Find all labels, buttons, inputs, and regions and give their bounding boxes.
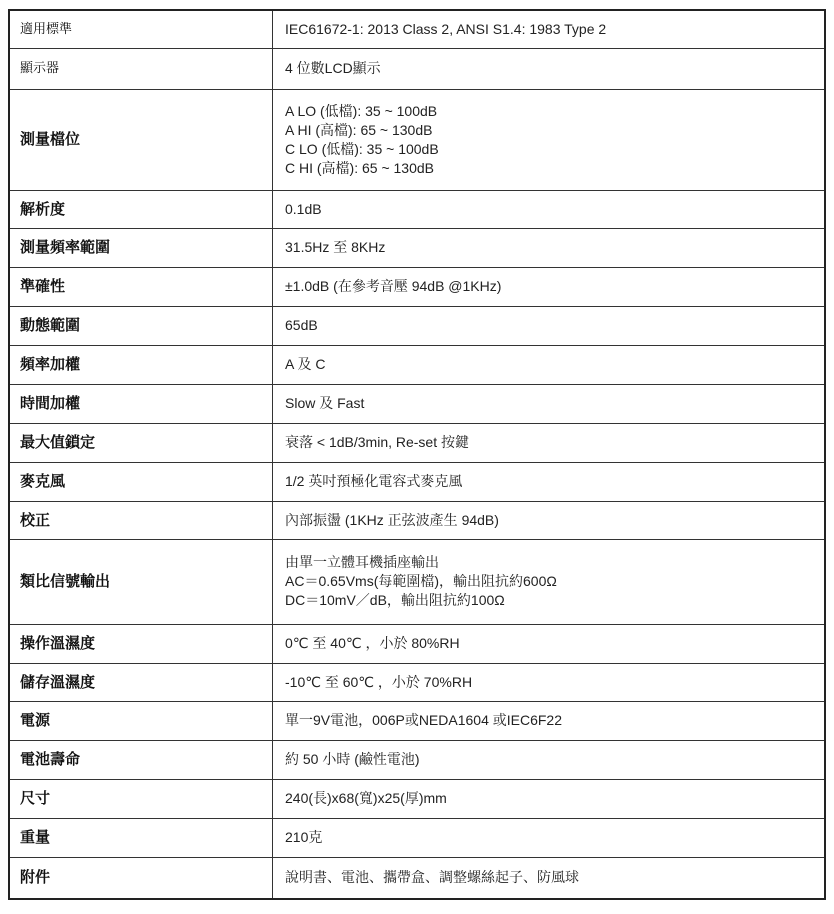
spec-label: 動態範圍 — [9, 306, 273, 345]
spec-value-line: A 及 C — [285, 356, 326, 372]
spec-value-line: 4 位數LCD顯示 — [285, 60, 381, 76]
spec-row — [9, 462, 825, 501]
spec-value-line: AC＝0.65Vms(每範圍檔)，輸出阻抗約600Ω — [285, 573, 557, 589]
spec-label: 校正 — [9, 501, 273, 539]
spec-label: 頻率加權 — [9, 345, 273, 384]
spec-row — [9, 89, 825, 190]
spec-value — [273, 818, 826, 857]
spec-row — [9, 857, 825, 899]
spec-value-line: 由單一立體耳機插座輸出 — [285, 554, 439, 570]
spec-row — [9, 740, 825, 779]
spec-value-line: 1/2 英吋預極化電容式麥克風 — [285, 473, 463, 489]
spec-row — [9, 423, 825, 462]
spec-value — [273, 857, 826, 899]
spec-value — [273, 539, 826, 624]
spec-label: 顯示器 — [9, 48, 273, 89]
spec-value — [273, 48, 826, 89]
spec-value — [273, 701, 826, 740]
spec-row — [9, 624, 825, 663]
spec-table-body — [9, 10, 825, 899]
spec-row — [9, 48, 825, 89]
spec-label: 測量頻率範圍 — [9, 228, 273, 267]
spec-value — [273, 306, 826, 345]
spec-label: 電源 — [9, 701, 273, 740]
spec-value — [273, 462, 826, 501]
spec-row — [9, 779, 825, 818]
spec-row — [9, 701, 825, 740]
spec-label: 解析度 — [9, 190, 273, 228]
spec-value-line: 單一9V電池，006P或NEDA1604 或IEC6F22 — [285, 712, 562, 728]
spec-value-line: 衰落 < 1dB/3min, Re-set 按鍵 — [285, 434, 470, 450]
spec-value-line: A LO (低檔): 35 ~ 100dB — [285, 102, 438, 119]
spec-row — [9, 190, 825, 228]
spec-value — [273, 423, 826, 462]
spec-value — [273, 345, 826, 384]
spec-label: 準確性 — [9, 267, 273, 306]
spec-label: 適用標準 — [9, 10, 273, 48]
spec-value-line: 0℃ 至 40℃ ，小於 80%RH — [285, 635, 460, 651]
spec-value — [273, 779, 826, 818]
spec-value — [273, 267, 826, 306]
spec-label: 操作溫濕度 — [9, 624, 273, 663]
spec-value-line: 內部振盪 (1KHz 正弦波產生 94dB) — [285, 511, 499, 528]
spec-value — [273, 624, 826, 663]
spec-label: 時間加權 — [9, 384, 273, 423]
spec-value — [273, 501, 826, 539]
spec-value-line: 240(長)x68(寬)x25(厚)mm — [285, 790, 447, 806]
spec-label: 重量 — [9, 818, 273, 857]
spec-row — [9, 10, 825, 48]
spec-value-line: A HI (高檔): 65 ~ 130dB — [285, 121, 433, 138]
spec-row — [9, 501, 825, 539]
spec-row — [9, 539, 825, 624]
spec-label: 測量檔位 — [9, 89, 273, 190]
spec-value-line: ±1.0dB (在參考音壓 94dB @1KHz) — [285, 278, 502, 294]
spec-value-line: C HI (高檔): 65 ~ 130dB — [285, 159, 435, 176]
spec-value-line: -10℃ 至 60℃ ，小於 70%RH — [285, 673, 473, 690]
spec-row — [9, 818, 825, 857]
spec-value-line: IEC61672-1: 2013 Class 2, ANSI S1.4: 1983 Type 2 — [285, 20, 607, 37]
spec-value — [273, 663, 826, 701]
spec-label: 尺寸 — [9, 779, 273, 818]
spec-label: 最大值鎖定 — [9, 423, 273, 462]
spec-label: 麥克風 — [9, 462, 273, 501]
spec-row — [9, 267, 825, 306]
spec-value-line: 說明書、電池、攜帶盒、調整螺絲起子、防風球 — [285, 869, 579, 886]
spec-value-line: 31.5Hz 至 8KHz — [285, 239, 386, 255]
spec-value — [273, 228, 826, 267]
spec-table — [8, 9, 826, 900]
spec-row — [9, 306, 825, 345]
spec-value-line: DC＝10mV／dB，輸出阻抗約100Ω — [285, 592, 505, 608]
spec-row — [9, 384, 825, 423]
spec-value-line: 210克 — [285, 829, 323, 845]
spec-row — [9, 663, 825, 701]
spec-row — [9, 228, 825, 267]
spec-label: 附件 — [9, 857, 273, 899]
spec-label: 儲存溫濕度 — [9, 663, 273, 701]
spec-value-line: Slow 及 Fast — [285, 395, 365, 411]
spec-value — [273, 384, 826, 423]
spec-value — [273, 740, 826, 779]
spec-value — [273, 89, 826, 190]
spec-value-line: C LO (低檔): 35 ~ 100dB — [285, 140, 439, 157]
spec-value — [273, 10, 826, 48]
spec-label: 類比信號輸出 — [9, 539, 273, 624]
spec-value — [273, 190, 826, 228]
spec-value-line: 65dB — [285, 317, 318, 333]
spec-value-line: 0.1dB — [285, 200, 322, 217]
spec-label: 電池壽命 — [9, 740, 273, 779]
spec-row — [9, 345, 825, 384]
spec-value-line: 約 50 小時 (鹼性電池) — [285, 751, 420, 767]
